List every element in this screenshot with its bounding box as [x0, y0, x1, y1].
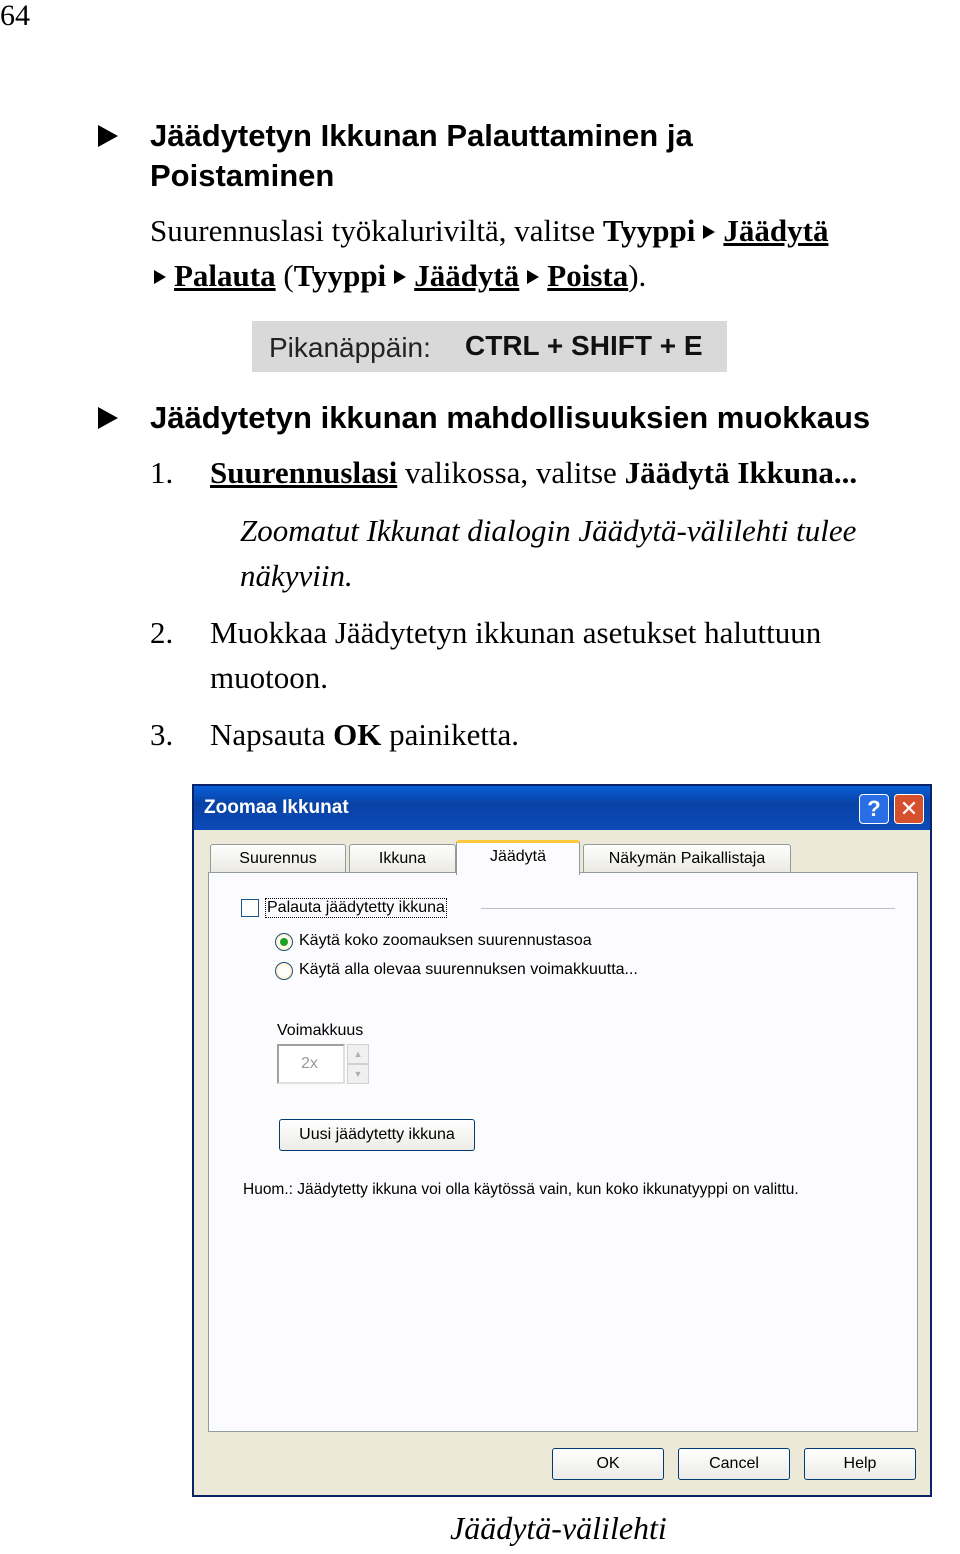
step-text: Muokkaa Jäädytetyn ikkunan asetukset haluttuun [210, 615, 822, 650]
spin-down-icon[interactable]: ▼ [347, 1064, 369, 1084]
step-number: 2. [150, 615, 174, 650]
figure-caption: Jäädytä-välilehti [450, 1510, 667, 1546]
step-text-part: painiketta. [381, 717, 520, 752]
shortcut-label: Pikanäppäin: [269, 332, 431, 363]
menu-freeze-2: Jäädytä [414, 258, 520, 293]
restore-checkbox-label[interactable]: Palauta jäädytetty ikkuna [267, 899, 445, 916]
instruction-paragraph [150, 208, 828, 253]
menu-remove: Poista [547, 258, 629, 293]
menu-type-2: Tyyppi [293, 258, 387, 293]
paren-close: ). [628, 258, 647, 293]
paren-open: ( [283, 258, 294, 293]
help-button[interactable]: Help [804, 1448, 916, 1480]
zoom-windows-dialog [192, 784, 932, 1497]
step-menu-magnifier: Suurennuslasi [210, 455, 398, 490]
new-frozen-window-button[interactable]: Uusi jäädytetty ikkuna [279, 1119, 475, 1151]
menu-arrow-icon [154, 270, 166, 284]
step-menu-freeze-window: Jäädytä Ikkuna... [624, 455, 858, 490]
step-number: 3. [150, 717, 174, 752]
step-text [210, 712, 519, 757]
menu-arrow-icon [394, 270, 406, 284]
page-number: 64 [0, 0, 30, 32]
menu-type: Tyyppi [602, 213, 696, 248]
step-ok-label: OK [333, 717, 382, 752]
bullet-triangle-icon [98, 125, 118, 147]
tab-panel-jaadyta [208, 872, 918, 1432]
step-number: 1. [150, 455, 174, 490]
tab-suurennus[interactable]: Suurennus [210, 844, 346, 874]
group-separator [481, 908, 895, 909]
close-icon[interactable]: ✕ [894, 794, 924, 824]
dialog-title: Zoomaa Ikkunat [204, 797, 349, 818]
menu-arrow-icon [527, 270, 539, 284]
heading-line-1: Jäädytetyn Ikkunan Palauttaminen ja [150, 118, 693, 153]
dialog-titlebar [194, 786, 930, 830]
cancel-button[interactable]: Cancel [678, 1448, 790, 1480]
restore-checkbox[interactable] [241, 899, 259, 917]
tab-ikkuna[interactable]: Ikkuna [349, 844, 456, 874]
radio-full-zoom-label[interactable]: Käytä koko zoomauksen suurennustasoa [299, 932, 592, 949]
step-text-part: Napsauta [210, 717, 334, 752]
ok-button[interactable]: OK [552, 1448, 664, 1480]
help-icon[interactable]: ? [859, 794, 889, 824]
radio-custom-power[interactable] [275, 962, 293, 980]
menu-arrow-icon [703, 225, 715, 239]
instruction-text: Suurennuslasi työkaluriviltä, valitse [150, 213, 596, 248]
radio-custom-power-label[interactable]: Käytä alla olevaa suurennuksen voimakkuutta... [299, 961, 638, 978]
bullet-triangle-icon [98, 407, 118, 429]
step-text: muotoon. [210, 660, 328, 695]
step-1-note-line-1: Zoomatut Ikkunat dialogin Jäädytä-välilehti tulee [240, 513, 857, 548]
spin-up-icon[interactable]: ▲ [347, 1044, 369, 1064]
instruction-paragraph-cont [150, 253, 646, 298]
menu-freeze: Jäädytä [723, 213, 829, 248]
power-input[interactable]: 2x [277, 1044, 345, 1084]
menu-restore: Palauta [174, 258, 276, 293]
power-spinner[interactable] [347, 1044, 369, 1084]
step-1-note-line-2: näkyviin. [240, 558, 353, 593]
tab-nakyman-paikallistaja[interactable]: Näkymän Paikallistaja [583, 844, 791, 874]
shortcut-box [252, 321, 727, 372]
heading-options-text: Jäädytetyn ikkunan mahdollisuuksien muokkaus [150, 400, 871, 435]
tab-jaadyta[interactable]: Jäädytä [456, 840, 580, 875]
radio-full-zoom[interactable] [275, 933, 293, 951]
step-text-part: valikossa, valitse [397, 455, 625, 490]
power-label: Voimakkuus [277, 1022, 364, 1039]
heading-line-2: Poistaminen [150, 158, 335, 193]
shortcut-keys: CTRL + SHIFT + E [465, 330, 703, 361]
dialog-note: Huom.: Jäädytetty ikkuna voi olla käytössä vain, kun koko ikkunatyyppi on valittu. [243, 1181, 799, 1198]
step-text [210, 450, 857, 495]
